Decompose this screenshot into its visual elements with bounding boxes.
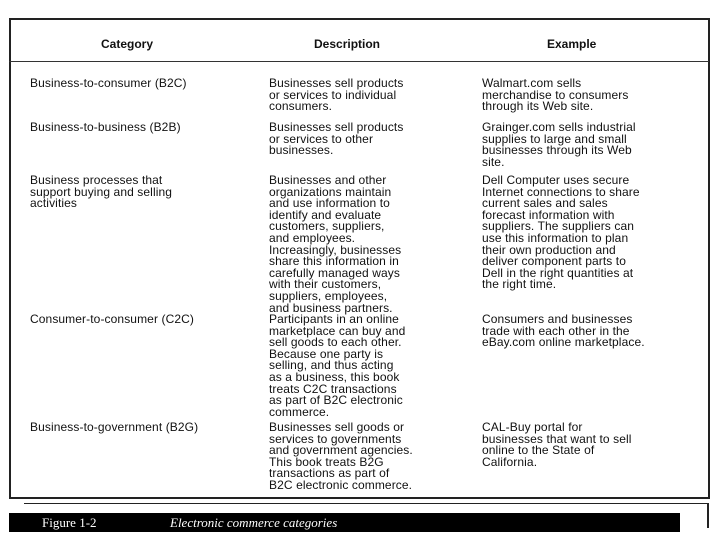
example-cell: Dell Computer uses secure Internet connections to share current sales and sales forecast information with suppliers. The suppliers can use this information to plan their own production and deliver component parts to Dell in the right quantities at the right time. — [482, 173, 640, 292]
figure-title: Electronic commerce categories — [170, 515, 338, 530]
header-divider — [9, 61, 709, 62]
figure-number: Figure 1-2 — [42, 515, 97, 530]
figure-caption-bar — [9, 513, 680, 532]
category-cell: Business processes that support buying and selling activities — [30, 173, 173, 211]
example-cell: Grainger.com sells industrial supplies to large and small businesses through its Web site. — [482, 120, 636, 169]
header-description: Description — [314, 37, 381, 51]
description-cell: Participants in an online marketplace can buy and sell goods to each other. Because one party is selling, and thus acting as a business, this book treats C2C transactions as part of B2C electronic commerce. — [269, 312, 406, 419]
category-cell: Business-to-business (B2B) — [30, 120, 181, 134]
description-cell: Businesses sell goods or services to governments and government agencies. This book treats B2G transactions as part of B2C electronic commerce. — [269, 420, 413, 492]
category-cell: Consumer-to-consumer (C2C) — [30, 312, 194, 326]
header-category: Category — [101, 37, 154, 51]
category-cell: Business-to-government (B2G) — [30, 420, 199, 434]
category-cell: Business-to-consumer (B2C) — [30, 76, 187, 90]
example-cell: Walmart.com sells merchandise to consumers through its Web site. — [482, 76, 629, 114]
description-cell: Businesses sell products or services to other businesses. — [269, 120, 404, 158]
description-cell: Businesses and other organizations maintain and use information to identify and evaluate customers, suppliers, and employees. Increasingly, businesses share this information in carefully managed ways with their customers, suppliers, employees, and business partners. — [269, 173, 402, 315]
description-cell: Businesses sell products or services to individual consumers. — [269, 76, 404, 114]
header-example: Example — [547, 37, 597, 51]
example-cell: CAL-Buy portal for businesses that want to sell online to the State of California. — [482, 420, 632, 469]
example-cell: Consumers and businesses trade with each other in the eBay.com online marketplace. — [482, 312, 645, 350]
